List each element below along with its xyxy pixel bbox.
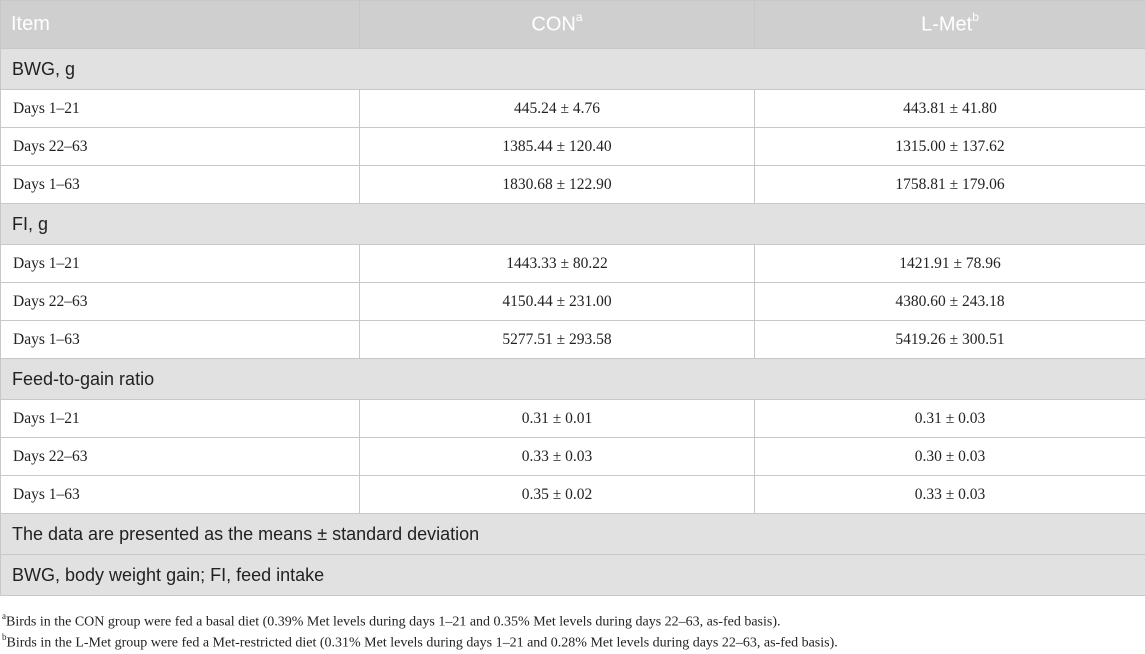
footnotes xyxy=(2,607,1142,649)
table-row: Days 1–21 1443.33 ± 80.22 1421.91 ± 78.96 xyxy=(1,245,1145,283)
header-lmet: L-Met$^b$ xyxy=(755,1,1145,49)
footnote-b: $^b$Birds in the L-Met group were fed a Met-restricted diet (0.31% Met levels during days 1–21 and 0.28% Met levels during days 22–63, as-fed basis). xyxy=(2,628,1142,649)
footnote-a: $^a$Birds in the CON group were fed a basal diet (0.39% Met levels during days 1–21 and 0.35% Met levels during days 22–63, as-fed basis). xyxy=(2,607,1142,628)
table-row: Days 1–21 0.31 ± 0.01 0.31 ± 0.03 xyxy=(1,400,1145,438)
header-item: Item xyxy=(1,1,360,49)
table-row: Days 1–63 0.35 ± 0.02 0.33 ± 0.03 xyxy=(1,476,1145,514)
table-row: Days 22–63 1385.44 ± 120.40 1315.00 ± 137.62 xyxy=(1,128,1145,166)
table-row: Days 1–63 1830.68 ± 122.90 1758.81 ± 179.06 xyxy=(1,166,1145,204)
section-row-feed-to-gain: Feed-to-gain ratio xyxy=(1,359,1145,400)
table-row: Days 22–63 4150.44 ± 231.00 4380.60 ± 243.18 xyxy=(1,283,1145,321)
table-row: Days 22–63 0.33 ± 0.03 0.30 ± 0.03 xyxy=(1,438,1145,476)
table-row: Days 1–63 5277.51 ± 293.58 5419.26 ± 300.51 xyxy=(1,321,1145,359)
table-abbreviation-row: BWG, body weight gain; FI, feed intake xyxy=(1,555,1145,596)
table-row: Days 1–21 445.24 ± 4.76 443.81 ± 41.80 xyxy=(1,90,1145,128)
section-row-fi: FI, g xyxy=(1,204,1145,245)
section-row-bwg: BWG, g xyxy=(1,49,1145,90)
table-note-row: The data are presented as the means ± standard deviation xyxy=(1,514,1145,555)
table-header-row xyxy=(1,1,1145,49)
header-con: CON$^a$ xyxy=(360,1,755,49)
